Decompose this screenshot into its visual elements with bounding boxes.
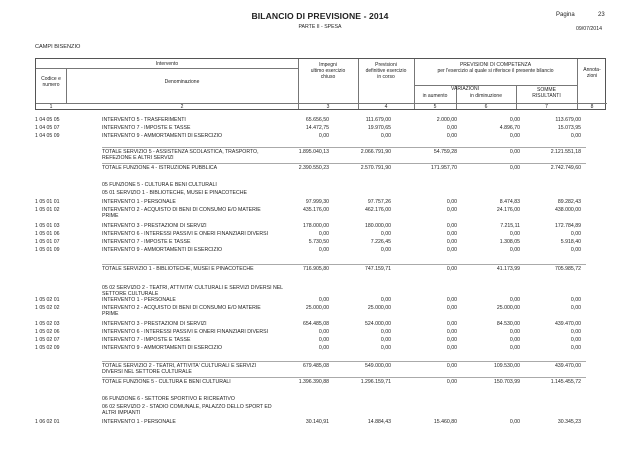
row-value-col7: 439.470,00 xyxy=(555,321,581,327)
row-value-col5: 0,00 xyxy=(446,125,457,131)
row-description: TOTALE FUNZIONE 4 - ISTRUZIONE PUBBLICA xyxy=(102,165,218,171)
row-value-col4: 14.884,43 xyxy=(367,419,391,425)
row-value-col5: 0,00 xyxy=(446,266,457,272)
row-value-col5: 0,00 xyxy=(446,379,457,385)
row-description: INTERVENTO 9 - AMMORTAMENTI DI ESERCIZIO xyxy=(102,247,223,253)
row-value-col6: 0,00 xyxy=(509,419,520,425)
header-impegni-2: ultimo esercizio xyxy=(310,68,346,74)
row-value-col5: 0,00 xyxy=(446,297,457,303)
row-value-col4: 0,00 xyxy=(380,231,391,237)
row-description: INTERVENTO 6 - INTERESSI PASSIVI E ONERI FINANZIARI DIVERSI xyxy=(102,231,269,237)
row-value-col3: 65.656,50 xyxy=(305,117,329,123)
row-value-col5: 0,00 xyxy=(446,329,457,335)
row-value-col5: 0,00 xyxy=(446,337,457,343)
header-numero: numero xyxy=(42,82,60,88)
row-value-col3: 30.140,91 xyxy=(305,419,329,425)
row-value-col5: 0,00 xyxy=(446,239,457,245)
row-code: 1 04 05 09 xyxy=(35,133,60,139)
row-description: INTERVENTO 1 - PERSONALE xyxy=(102,199,176,205)
row-value-col5: 0,00 xyxy=(446,199,457,205)
row-description-cont: SETTORE CULTURALE xyxy=(102,291,159,297)
row-value-col5: 54.759,28 xyxy=(433,149,457,155)
row-code: 1 05 02 02 xyxy=(35,305,60,311)
row-value-col7: 0,00 xyxy=(570,305,581,311)
row-code: 1 06 02 01 xyxy=(35,419,60,425)
row-description: TOTALE SERVIZIO 2 - TEATRI, ATTIVITA' CULTURALI E SERVIZI xyxy=(102,363,257,369)
header-in-aumento: in aumento xyxy=(422,93,448,99)
row-value-col7: 113.679,00 xyxy=(555,117,581,123)
row-value-col6: 0,00 xyxy=(509,337,520,343)
row-value-col7: 172.784,89 xyxy=(555,223,581,229)
row-value-col5: 15.460,80 xyxy=(433,419,457,425)
row-description: INTERVENTO 1 - PERSONALE xyxy=(102,297,176,303)
row-value-col3: 5.730,50 xyxy=(308,239,329,245)
page-label: Pagina xyxy=(556,12,575,18)
row-value-col3: 25.000,00 xyxy=(305,305,329,311)
row-value-col4: 462.176,00 xyxy=(365,207,391,213)
row-description: INTERVENTO 1 - PERSONALE xyxy=(102,419,176,425)
row-description: 05 01 SERVIZIO 1 - BIBLIOTECHE, MUSEI E PINACOTECHE xyxy=(102,190,247,196)
row-value-col7: 0,00 xyxy=(570,337,581,343)
row-value-col4: 25.000,00 xyxy=(367,305,391,311)
row-value-col5: 2.000,00 xyxy=(436,117,457,123)
row-value-col6: 0,00 xyxy=(509,117,520,123)
row-value-col5: 0,00 xyxy=(446,231,457,237)
row-value-col7: 89.282,43 xyxy=(557,199,581,205)
row-value-col4: 180.000,00 xyxy=(365,223,391,229)
row-value-col5: 0,00 xyxy=(446,363,457,369)
row-value-col6: 84.530,00 xyxy=(496,321,520,327)
row-value-col3: 97.999,30 xyxy=(305,199,329,205)
total-separator xyxy=(102,377,586,378)
row-value-col7: 705.985,72 xyxy=(555,266,581,272)
row-code: 1 05 01 06 xyxy=(35,231,60,237)
col-number-7: 7 xyxy=(545,104,548,110)
col-number-4: 4 xyxy=(384,104,388,110)
row-description: INTERVENTO 3 - PRESTAZIONI DI SERVIZI xyxy=(102,321,207,327)
row-value-col7: 2.742.749,60 xyxy=(550,165,581,171)
row-value-col7: 0,00 xyxy=(570,345,581,351)
col-number-1: 1 xyxy=(49,104,53,110)
row-description: INTERVENTO 2 - ACQUISTO DI BENI DI CONSUMO E/O MATERIE xyxy=(102,305,261,311)
row-value-col3: 0,00 xyxy=(318,247,329,253)
row-value-col6: 0,00 xyxy=(509,149,520,155)
row-value-col7: 30.345,23 xyxy=(557,419,581,425)
row-code: 1 04 05 07 xyxy=(35,125,60,131)
row-value-col6: 0,00 xyxy=(509,165,520,171)
header-variazioni: VARIAZIONI xyxy=(451,86,479,92)
header-impegni-3: chiuso xyxy=(320,74,336,80)
header-in-diminuzione: in diminuzione xyxy=(470,93,502,99)
row-value-col3: 0,00 xyxy=(318,337,329,343)
row-value-col3: 1.895.040,13 xyxy=(298,149,329,155)
row-value-col3: 654.485,08 xyxy=(303,321,329,327)
row-value-col5: 0,00 xyxy=(446,321,457,327)
row-description-cont: ALTRI IMPIANTI xyxy=(102,410,141,416)
row-code: 1 05 02 07 xyxy=(35,337,60,343)
row-code: 1 05 01 02 xyxy=(35,207,60,213)
row-description-cont: PRIME xyxy=(102,311,119,317)
row-value-col6: 1.308,05 xyxy=(499,239,520,245)
report-subtitle: PARTE II - SPESA xyxy=(298,24,342,30)
row-value-col6: 0,00 xyxy=(509,247,520,253)
col-number-2: 2 xyxy=(180,104,184,110)
row-value-col5: 0,00 xyxy=(446,345,457,351)
row-value-col4: 2.570.791,90 xyxy=(360,165,391,171)
row-value-col4: 111.679,00 xyxy=(365,117,391,123)
row-value-col6: 109.530,00 xyxy=(494,363,520,369)
table-header xyxy=(35,58,606,110)
row-value-col6: 0,00 xyxy=(509,133,520,139)
col-number-3: 3 xyxy=(326,104,330,110)
header-annotazioni: Annota- xyxy=(583,67,601,73)
row-value-col5: 0,00 xyxy=(446,247,457,253)
row-description: INTERVENTO 9 - AMMORTAMENTI DI ESERCIZIO xyxy=(102,345,223,351)
row-value-col4: 524.000,00 xyxy=(365,321,391,327)
total-separator xyxy=(102,264,586,265)
report-date: 09/07/2014 xyxy=(576,26,602,32)
row-value-col4: 1.296.159,71 xyxy=(360,379,391,385)
header-previsioni-2: definitive esercizio xyxy=(365,68,407,74)
header-previsioni: Previsioni xyxy=(375,62,397,68)
row-value-col3: 2.390.550,23 xyxy=(298,165,329,171)
row-value-col4: 0,00 xyxy=(380,345,391,351)
row-value-col4: 0,00 xyxy=(380,247,391,253)
header-denominazione: Denominazione xyxy=(164,79,200,85)
row-code: 1 05 01 01 xyxy=(35,199,60,205)
col-number-6: 6 xyxy=(484,104,488,110)
row-value-col5: 171.957,70 xyxy=(431,165,457,171)
row-value-col6: 150.703,99 xyxy=(494,379,520,385)
row-value-col7: 5.918,40 xyxy=(560,239,581,245)
row-value-col3: 0,00 xyxy=(318,297,329,303)
row-description-cont: REFEZIONE E ALTRI SERVIZI xyxy=(102,155,174,161)
row-value-col7: 2.121.551,18 xyxy=(550,149,581,155)
row-value-col3: 435.176,00 xyxy=(303,207,329,213)
row-value-col4: 0,00 xyxy=(380,337,391,343)
row-description: INTERVENTO 3 - PRESTAZIONI DI SERVIZI xyxy=(102,223,207,229)
row-value-col4: 2.066.791,90 xyxy=(360,149,391,155)
row-value-col4: 0,00 xyxy=(380,133,391,139)
row-value-col6: 8.474,83 xyxy=(499,199,520,205)
row-value-col4: 549.000,00 xyxy=(365,363,391,369)
row-value-col4: 747.159,71 xyxy=(365,266,391,272)
row-value-col7: 0,00 xyxy=(570,329,581,335)
header-competenza: PREVISIONI DI COMPETENZA xyxy=(459,62,532,68)
row-value-col3: 14.472,75 xyxy=(305,125,329,131)
row-value-col4: 7.226,45 xyxy=(370,239,391,245)
row-value-col3: 0,00 xyxy=(318,133,329,139)
header-risultanti: RISULTANTI xyxy=(532,93,561,99)
row-value-col7: 0,00 xyxy=(570,247,581,253)
row-value-col3: 716.905,80 xyxy=(303,266,329,272)
header-impegni: Impegni xyxy=(319,62,337,68)
row-value-col3: 1.396.390,88 xyxy=(298,379,329,385)
row-value-col4: 0,00 xyxy=(380,329,391,335)
row-description: INTERVENTO 2 - ACQUISTO DI BENI DI CONSUMO E/O MATERIE xyxy=(102,207,261,213)
row-value-col6: 24.176,00 xyxy=(496,207,520,213)
row-value-col3: 0,00 xyxy=(318,345,329,351)
total-separator xyxy=(102,163,586,164)
row-value-col7: 438.000,00 xyxy=(555,207,581,213)
row-description-cont: PRIME xyxy=(102,213,119,219)
row-value-col4: 97.757,26 xyxy=(367,199,391,205)
row-description: INTERVENTO 7 - IMPOSTE E TASSE xyxy=(102,125,191,131)
row-value-col6: 4.896,70 xyxy=(499,125,520,131)
header-annotazioni-2: zioni xyxy=(586,73,598,79)
row-value-col6: 0,00 xyxy=(509,231,520,237)
row-description: 05 FUNZIONE 5 - CULTURA E BENI CULTURALI xyxy=(102,182,217,188)
row-value-col6: 7.215,11 xyxy=(500,223,520,229)
row-value-col5: 0,00 xyxy=(446,305,457,311)
row-value-col6: 0,00 xyxy=(509,297,520,303)
row-code: 1 05 02 09 xyxy=(35,345,60,351)
row-description: 06 02 SERVIZIO 2 - STADIO COMUNALE, PALAZZO DELLO SPORT ED xyxy=(102,404,272,410)
row-value-col3: 0,00 xyxy=(318,231,329,237)
row-description: 05 02 SERVIZIO 2 - TEATRI, ATTIVITA' CULTURALI E SERVIZI DIVERSI NEL xyxy=(102,285,284,291)
row-description: INTERVENTO 7 - IMPOSTE E TASSE xyxy=(102,239,191,245)
row-description: TOTALE SERVIZIO 1 - BIBLIOTECHE, MUSEI E PINACOTECHE xyxy=(102,266,254,272)
row-code: 1 05 02 01 xyxy=(35,297,60,303)
row-description: INTERVENTO 7 - IMPOSTE E TASSE xyxy=(102,337,191,343)
row-value-col4: 0,00 xyxy=(380,297,391,303)
row-code: 1 05 02 03 xyxy=(35,321,60,327)
header-competenza-2: per l'esercizio al quale si riferisce il presente bilancio xyxy=(437,68,554,74)
header-codice: Codice e xyxy=(41,76,61,82)
row-value-col7: 0,00 xyxy=(570,231,581,237)
row-description: INTERVENTO 5 - TRASFERIMENTI xyxy=(102,117,186,123)
row-value-col3: 679.485,08 xyxy=(303,363,329,369)
header-intervento: Intervento xyxy=(155,61,179,67)
row-value-col6: 25.000,00 xyxy=(496,305,520,311)
row-value-col5: 0,00 xyxy=(446,133,457,139)
header-previsioni-3: in corso xyxy=(377,74,395,80)
row-value-col3: 0,00 xyxy=(318,329,329,335)
row-value-col7: 439.470,00 xyxy=(555,363,581,369)
row-value-col6: 41.173,99 xyxy=(496,266,520,272)
header-somme: SOMME xyxy=(537,87,556,93)
total-separator xyxy=(102,147,586,148)
row-value-col5: 0,00 xyxy=(446,207,457,213)
row-description: INTERVENTO 6 - INTERESSI PASSIVI E ONERI FINANZIARI DIVERSI xyxy=(102,329,269,335)
total-separator xyxy=(102,361,586,362)
report-title: BILANCIO DI PREVISIONE - 2014 xyxy=(251,11,389,21)
row-value-col7: 0,00 xyxy=(570,297,581,303)
row-value-col3: 178.000,00 xyxy=(303,223,329,229)
row-value-col5: 0,00 xyxy=(446,223,457,229)
row-value-col6: 0,00 xyxy=(509,329,520,335)
row-code: 1 04 05 05 xyxy=(35,117,60,123)
entity-name: CAMPI BISENZIO xyxy=(35,44,81,50)
row-value-col7: 0,00 xyxy=(570,133,581,139)
page-number: 23 xyxy=(598,12,605,18)
row-description: INTERVENTO 9 - AMMORTAMENTI DI ESERCIZIO xyxy=(102,133,223,139)
row-value-col6: 0,00 xyxy=(509,345,520,351)
row-description: TOTALE SERVIZIO 5 - ASSISTENZA SCOLASTICA, TRASPORTO, xyxy=(102,149,259,155)
row-value-col4: 19.970,65 xyxy=(367,125,391,131)
row-code: 1 05 01 03 xyxy=(35,223,60,229)
row-description-cont: DIVERSI NEL SETTORE CULTURALE xyxy=(102,369,192,375)
row-description: 06 FUNZIONE 6 - SETTORE SPORTIVO E RICREATIVO xyxy=(102,396,235,402)
row-code: 1 05 02 06 xyxy=(35,329,60,335)
row-value-col7: 1.145.455,72 xyxy=(550,379,581,385)
row-value-col7: 15.073,95 xyxy=(557,125,581,131)
row-code: 1 05 01 09 xyxy=(35,247,60,253)
row-description: TOTALE FUNZIONE 5 - CULTURA E BENI CULTURALI xyxy=(102,379,231,385)
row-code: 1 05 01 07 xyxy=(35,239,60,245)
col-number-8: 8 xyxy=(590,104,594,110)
col-number-5: 5 xyxy=(433,104,437,110)
